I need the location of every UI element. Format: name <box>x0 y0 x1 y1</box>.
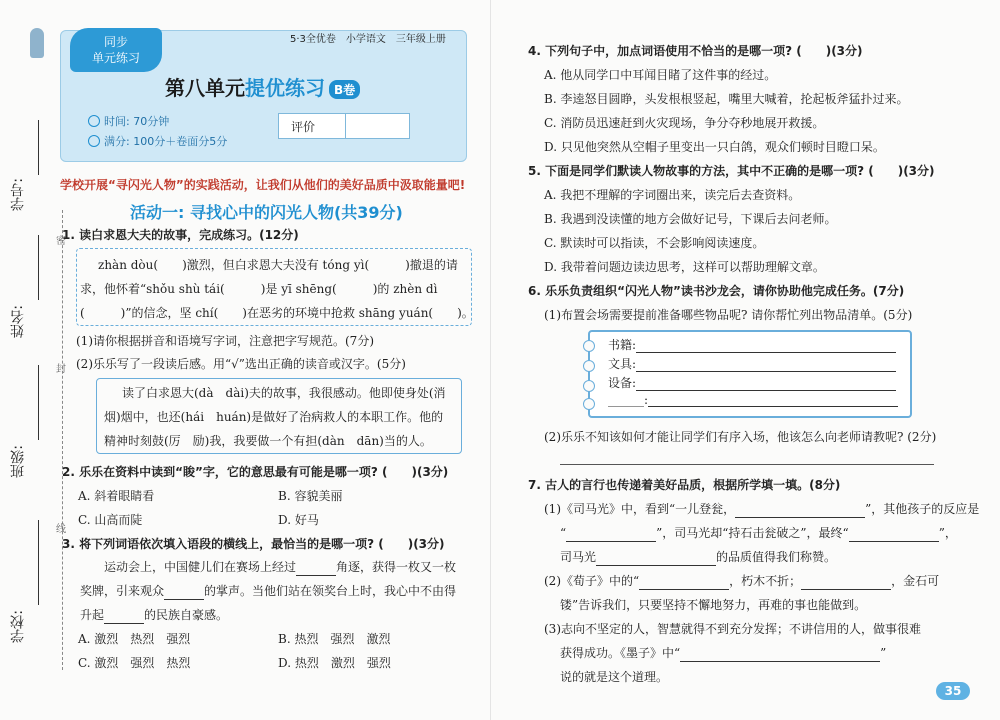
title-prefix: 第八单元 <box>165 76 245 100</box>
q2-option-d[interactable]: D. 好马 <box>278 513 319 527</box>
id-line <box>38 120 39 175</box>
clock-icon <box>88 115 100 127</box>
q1-read-2: 烟)烟中，也还(hái huán)是做好了治病救人的本职工作。他的 <box>104 410 444 424</box>
q4-option-b[interactable]: B. 李逵怒目圆睁，头发根根竖起，嘴里大喊着，抡起板斧猛扑过来。 <box>544 92 909 106</box>
q6-item-list <box>588 330 912 418</box>
q5-option-d[interactable]: D. 我带着问题边读边思考，这样可以帮助理解文章。 <box>544 260 825 274</box>
q5-option-c[interactable]: C. 默读时可以指读，不会影响阅读速度。 <box>544 236 765 250</box>
cut-word-1: 密 <box>56 236 66 247</box>
q1-stem: 1. 读白求恩大夫的故事，完成练习。(12分) <box>62 228 299 242</box>
q1-line-2: 求，他怀着“shǒu shù tái( )是 yī shēng( )的 zhèn dì <box>80 282 438 296</box>
ring-icon <box>583 380 595 392</box>
name-line <box>38 235 39 300</box>
list-stationery[interactable]: 文具: <box>608 355 896 372</box>
q1-line-3: ( )”的信念，坚 chí( )在恶劣的环境中抢救 shāng yuán( )。 <box>80 306 474 320</box>
time-text: 时间: 70分钟 <box>104 115 170 128</box>
q3-blank-2[interactable] <box>164 586 204 600</box>
ring-icon <box>583 398 595 410</box>
list-custom[interactable]: ______: <box>608 393 898 407</box>
q4-option-c[interactable]: C. 消防员迅速赶到火灾现场，争分夺秒地展开救援。 <box>544 116 825 130</box>
activity-title: 活动一: 寻找心中的闪光人物(共39分) <box>130 203 403 222</box>
q6-sub-1: (1)布置会场需要提前准备哪些物品呢? 请你帮忙列出物品清单。(5分) <box>544 308 913 322</box>
q7-s2-line-1: (2)《荀子》中的“ ，朽木不折； ，金石可 <box>544 574 940 588</box>
sync-badge <box>70 28 162 72</box>
book-brand: 5·3全优卷 小学语文 三年级上册 <box>290 34 446 45</box>
ring-icon <box>583 360 595 372</box>
q1-line-1: zhàn dòu( )激烈，但白求恩大夫没有 tóng yì( )撤退的请 <box>98 258 458 272</box>
check-icon <box>88 135 100 147</box>
q6-stem: 6. 乐乐负责组织“闪光人物”读书沙龙会，请你协助他完成任务。(7分) <box>528 284 905 298</box>
page-spine <box>490 0 491 720</box>
q5-option-b[interactable]: B. 我遇到没读懂的地方会做好记号，下课后去问老师。 <box>544 212 837 226</box>
cut-line <box>62 210 63 670</box>
q7-s3-line-1: (3)志向不坚定的人，智慧就得不到充分发挥；不讲信用的人，做事很难 <box>544 622 922 636</box>
list-books[interactable]: 书籍: <box>608 336 896 353</box>
q6-answer-line[interactable] <box>560 464 934 465</box>
q6-sub-2: (2)乐乐不知该如何才能让同学们有序入场，他该怎么向老师请教呢? (2分) <box>544 430 937 444</box>
score-info <box>88 133 227 149</box>
q4-option-a[interactable]: A. 他从同学口中耳闻目睹了这件事的经过。 <box>544 68 777 82</box>
q2-option-c[interactable]: C. 山高而陡 <box>78 513 143 527</box>
q3-line-3: 升起 的民族自豪感。 <box>80 608 229 622</box>
rocket-icon <box>30 28 44 58</box>
q7-stem: 7. 古人的言行也传递着美好品质，根据所学填一填。(8分) <box>528 478 841 492</box>
q1-read-3: 精神时刻鼓(厉 励)我，我要做一个有担(dàn dān)当的人。 <box>104 434 432 448</box>
activity-banner: 学校开展“寻闪光人物”的实践活动，让我们从他们的美好品质中汲取能量吧! <box>60 178 466 192</box>
q4-stem: 4. 下列句子中，加点词语使用不恰当的是哪一项? ( )(3分) <box>528 44 863 58</box>
evaluation-box[interactable] <box>278 113 410 139</box>
cut-word-3: 线 <box>56 524 66 535</box>
q2-stem: 2. 乐乐在资料中读到“睃”字，它的意思最有可能是哪一项? ( )(3分) <box>62 465 449 479</box>
q3-option-b[interactable]: B. 热烈 强烈 激烈 <box>278 632 391 646</box>
name-label: 姓名: <box>10 305 26 338</box>
school-line <box>38 520 39 605</box>
school-label: 学校: <box>10 610 26 643</box>
eval-label: 评价 <box>291 120 316 134</box>
id-label: 学号: <box>10 178 26 211</box>
title-highlight: 提优练习 <box>245 76 325 100</box>
badge-line-2: 单元练习 <box>91 51 140 65</box>
q7-s3-line-2: 获得成功。《墨子》中“ ” <box>560 646 887 660</box>
q7-s1-line-3: 司马光 的品质值得我们称赞。 <box>560 550 837 564</box>
q7-s1-line-1: (1)《司马光》中，看到“一儿登瓮， ”，其他孩子的反应是 <box>544 502 980 516</box>
q7-s2-line-2: 镂”告诉我们，只要坚持不懈地努力，再难的事也能做到。 <box>560 598 867 612</box>
badge-line-1: 同步 <box>103 35 128 49</box>
class-label: 班级: <box>10 445 26 478</box>
title-badge: B卷 <box>329 80 360 99</box>
q1-sub-1: (1)请你根据拼音和语境写字词，注意把字写规范。(7分) <box>76 334 374 348</box>
q7-s3-line-3: 说的就是这个道理。 <box>560 670 669 684</box>
q5-stem: 5. 下面是同学们默读人物故事的方法，其中不正确的是哪一项? ( )(3分) <box>528 164 935 178</box>
class-line <box>38 365 39 440</box>
q1-sub-2: (2)乐乐写了一段读后感。用“√”选出正确的读音或汉字。(5分) <box>76 357 406 371</box>
time-info <box>88 113 169 129</box>
q3-blank-3[interactable] <box>104 610 144 624</box>
score-text: 满分: 100分＋卷面分5分 <box>104 135 228 148</box>
q3-line-2: 奖牌，引来观众 的掌声。当他们站在领奖台上时，我心中不由得 <box>80 584 457 598</box>
page-title <box>165 72 360 101</box>
page-number: 35 <box>936 682 970 700</box>
q2-option-a[interactable]: A. 斜着眼睛看 <box>78 489 155 503</box>
q1-read-1: 读了白求恩大(dà dài)夫的故事，我很感动。他即使身处(消 <box>122 386 446 400</box>
q2-option-b[interactable]: B. 容貌美丽 <box>278 489 343 503</box>
q5-option-a[interactable]: A. 我把不理解的字词圈出来，读完后去查资料。 <box>544 188 801 202</box>
q3-option-d[interactable]: D. 热烈 激烈 强烈 <box>278 656 391 670</box>
q3-option-a[interactable]: A. 激烈 热烈 强烈 <box>78 632 191 646</box>
list-equipment[interactable]: 设备: <box>608 374 896 391</box>
q4-option-d[interactable]: D. 只见他突然从空帽子里变出一只白鸽，观众们顿时目瞪口呆。 <box>544 140 885 154</box>
ring-icon <box>583 340 595 352</box>
q7-s1-line-2: “ ”，司马光却“持石击瓮破之”，最终“ ”， <box>560 526 957 540</box>
q3-stem: 3. 将下列词语依次填入语段的横线上，最恰当的是哪一项? ( )(3分) <box>62 537 445 551</box>
q3-option-c[interactable]: C. 激烈 强烈 热烈 <box>78 656 191 670</box>
cut-word-2: 封 <box>56 364 66 375</box>
q3-blank-1[interactable] <box>296 562 336 576</box>
q3-line-1: 运动会上，中国健儿们在赛场上经过 角逐，获得一枚又一枚 <box>104 560 457 574</box>
